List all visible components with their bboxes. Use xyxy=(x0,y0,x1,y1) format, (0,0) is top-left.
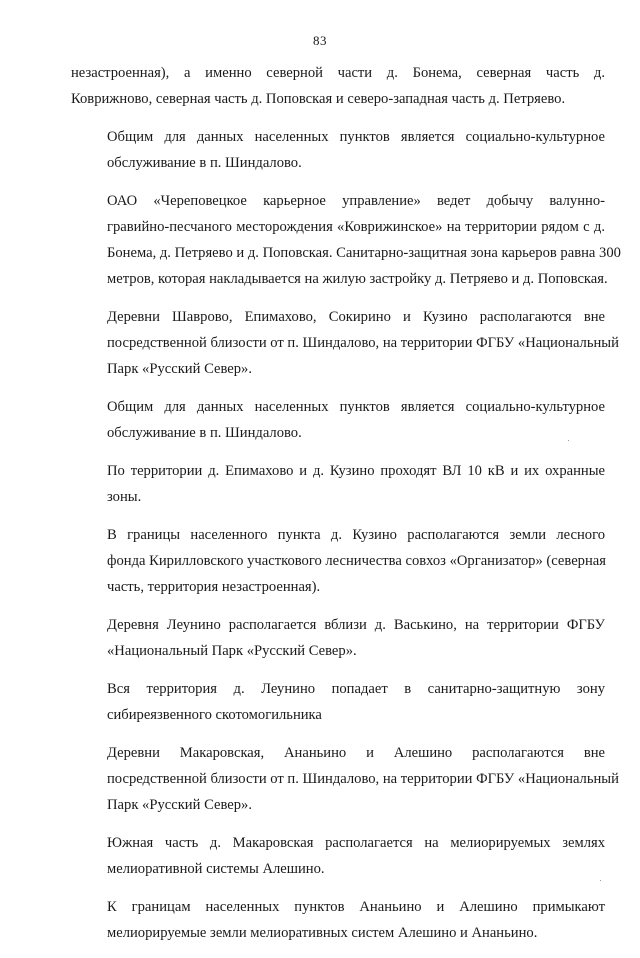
text-line: Общим для данных населенных пунктов является социально-культурное xyxy=(107,129,605,145)
text-line: Вся территория д. Леунино попадает в санитарно-защитную зону xyxy=(107,681,605,697)
text-line: посредственной близости от п. Шиндалово, на территории ФГБУ «Национальный xyxy=(107,335,619,351)
text-line: Южная часть д. Макаровская располагается на мелиорируемых землях xyxy=(107,835,605,851)
text-line: незастроенная), а именно северной части д. Бонема, северная часть д. xyxy=(71,65,605,81)
text-line: мелиоративной системы Алешино. xyxy=(107,861,325,877)
paragraph xyxy=(71,394,605,446)
text-line: метров, которая накладывается на жилую застройку д. Петряево и д. Поповская. xyxy=(107,271,608,287)
text-line: Деревни Макаровская, Ананьино и Алешино располагаются вне xyxy=(107,745,605,761)
text-line: фонда Кирилловского участкового лесничества совхоз «Организатор» (северная xyxy=(107,553,606,569)
text-line: мелиорируемые земли мелиоративных систем Алешино и Ананьино. xyxy=(107,925,538,941)
text-line: обслуживание в п. Шиндалово. xyxy=(107,425,302,441)
paragraph xyxy=(71,188,621,292)
paragraph xyxy=(71,522,605,600)
text-line: Общим для данных населенных пунктов является социально-культурное xyxy=(107,399,605,415)
paragraph xyxy=(71,894,605,946)
paragraph xyxy=(71,676,605,728)
text-line: Деревни Шаврово, Епимахово, Сокирино и Кузино располагаются вне xyxy=(107,309,605,325)
text-line: Деревня Леунино располагается вблизи д. Васькино, на территории ФГБУ xyxy=(107,617,605,633)
text-line: Парк «Русский Север». xyxy=(107,361,252,377)
text-line: посредственной близости от п. Шиндалово, на территории ФГБУ «Национальный xyxy=(107,771,619,787)
text-line: зоны. xyxy=(107,489,142,505)
paragraph xyxy=(71,60,605,112)
scan-speck xyxy=(600,880,601,881)
text-line: Коврижново, северная часть д. Поповская и северо-западная часть д. Петряево. xyxy=(71,91,566,107)
text-line: гравийно-песчаного месторождения «Коврижинское» на территории рядом с д. xyxy=(107,219,605,235)
text-line: В границы населенного пункта д. Кузино располагаются земли лесного xyxy=(107,527,605,543)
text-line: Бонема, д. Петряево и д. Поповская. Санитарно-защитная зона карьеров равна 300 xyxy=(107,245,621,261)
paragraph xyxy=(71,124,605,176)
paragraph xyxy=(71,304,619,382)
text-line: «Национальный Парк «Русский Север». xyxy=(107,643,357,659)
text-line: ОАО «Череповецкое карьерное управление» ведет добычу валунно- xyxy=(107,193,605,209)
text-line: По территории д. Епимахово и д. Кузино проходят ВЛ 10 кВ и их охранные xyxy=(107,463,605,479)
scan-speck xyxy=(568,440,569,441)
text-line: часть, территория незастроенная). xyxy=(107,579,321,595)
text-line: сибиреязвенного скотомогильника xyxy=(107,707,322,723)
paragraph xyxy=(71,612,605,664)
page-number: 83 xyxy=(313,33,327,48)
paragraph xyxy=(71,458,605,510)
paragraph xyxy=(71,830,605,882)
text-line: Парк «Русский Север». xyxy=(107,797,252,813)
text-line: обслуживание в п. Шиндалово. xyxy=(107,155,302,171)
text-line: К границам населенных пунктов Ананьино и Алешино примыкают xyxy=(107,899,605,915)
document-body xyxy=(71,60,621,958)
paragraph xyxy=(71,740,619,818)
